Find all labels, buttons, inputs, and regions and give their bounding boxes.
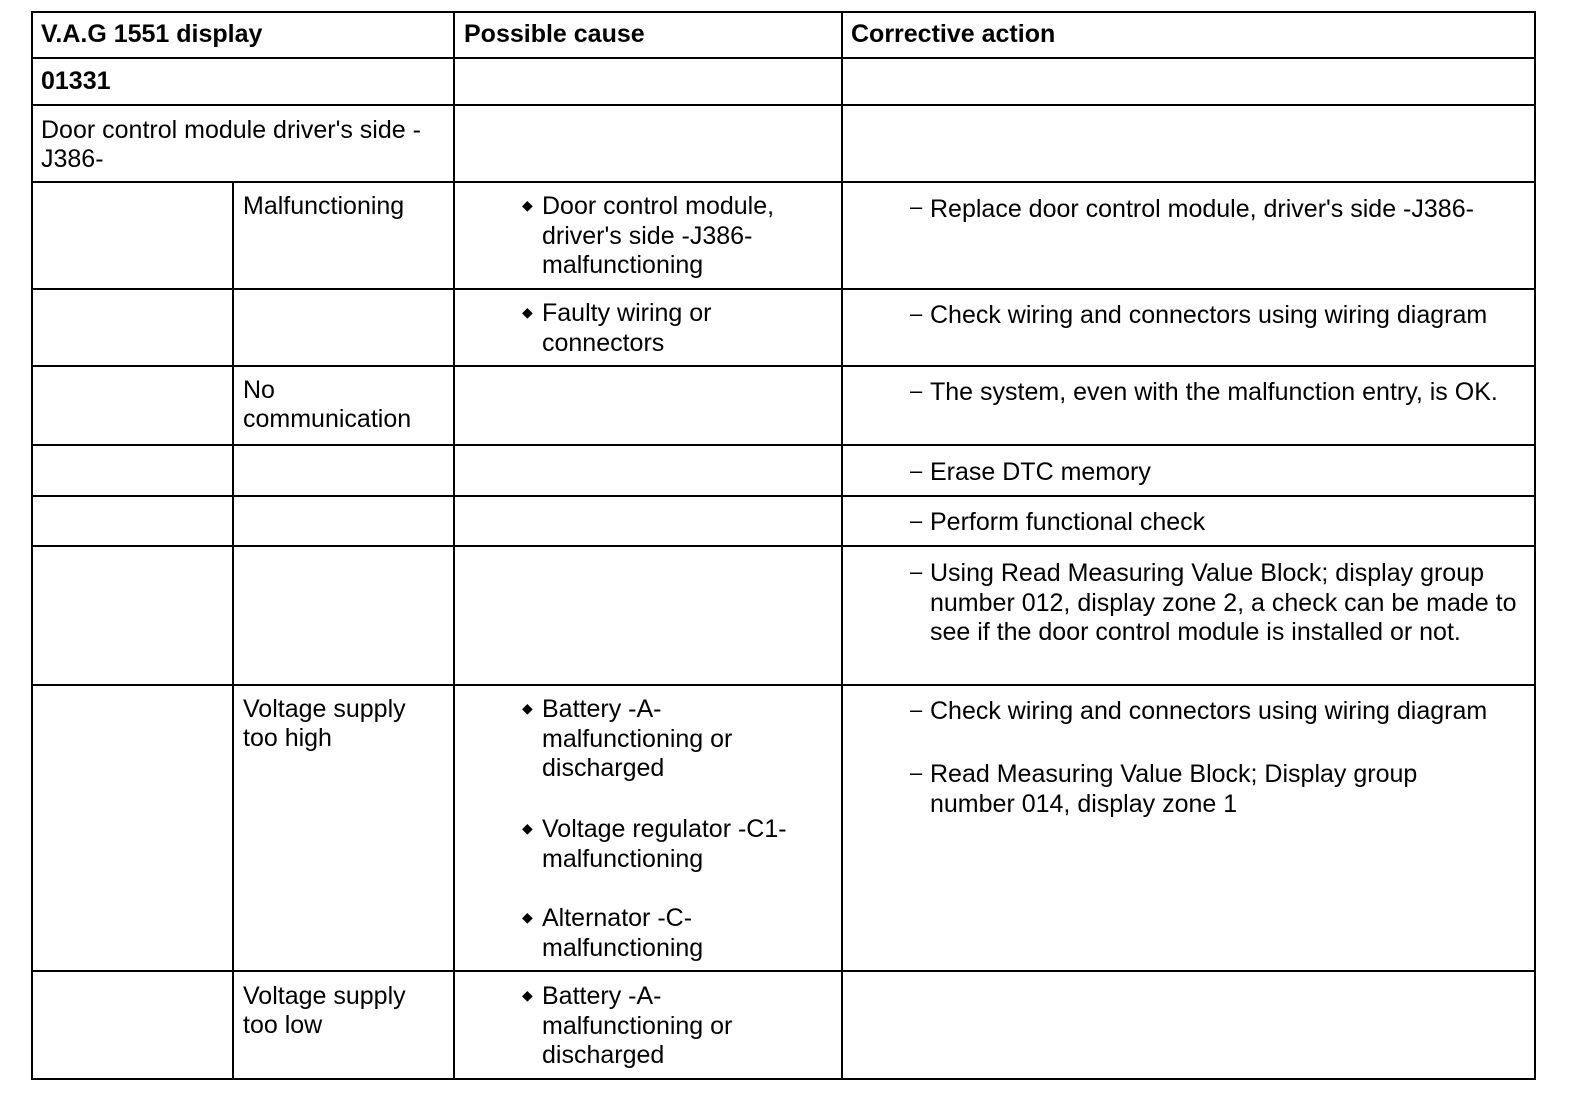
cause-item: Battery -A- malfunctioning or discharged bbox=[542, 982, 733, 1069]
condition-text: Malfunctioning bbox=[243, 192, 405, 220]
action-item: Check wiring and connectors using wiring diagram bbox=[930, 301, 1488, 329]
bullet-icon: ◆ bbox=[522, 820, 533, 836]
cause-item: Voltage regulator -C1- malfunctioning bbox=[542, 815, 787, 873]
action-item: The system, even with the malfunction entry, is OK. bbox=[930, 378, 1498, 406]
condition-text: Voltage supply too low bbox=[243, 982, 406, 1039]
header-cause: Possible cause bbox=[464, 20, 645, 48]
row-divider bbox=[31, 181, 1536, 183]
action-item: Replace door control module, driver's side -J386- bbox=[930, 195, 1474, 223]
row-divider bbox=[31, 444, 1536, 446]
bullet-icon: ◆ bbox=[522, 304, 533, 320]
fault-code: 01331 bbox=[41, 67, 111, 95]
dash-icon: – bbox=[910, 760, 923, 785]
bullet-icon: ◆ bbox=[522, 700, 533, 716]
dash-icon: – bbox=[910, 559, 923, 584]
row-divider bbox=[31, 495, 1536, 497]
dash-icon: – bbox=[910, 378, 923, 403]
dash-icon: – bbox=[910, 194, 923, 219]
row-divider bbox=[31, 365, 1536, 367]
action-item: Erase DTC memory bbox=[930, 458, 1151, 486]
action-item: Check wiring and connectors using wiring diagram bbox=[930, 697, 1488, 725]
row-divider bbox=[31, 970, 1536, 972]
header-display: V.A.G 1551 display bbox=[41, 20, 263, 48]
row-divider bbox=[31, 57, 1536, 59]
cause-item: Faulty wiring or connectors bbox=[542, 299, 712, 357]
dash-icon: – bbox=[910, 301, 923, 326]
header-action: Corrective action bbox=[851, 20, 1056, 48]
dash-icon: – bbox=[910, 458, 923, 483]
row-divider bbox=[31, 288, 1536, 290]
row-divider bbox=[31, 104, 1536, 106]
cause-item: Alternator -C- malfunctioning bbox=[542, 904, 704, 962]
column-divider bbox=[232, 181, 234, 1080]
dash-icon: – bbox=[910, 508, 923, 533]
row-divider bbox=[31, 545, 1536, 547]
condition-text: Voltage supply too high bbox=[243, 695, 406, 752]
cause-item: Battery -A- malfunctioning or discharged bbox=[542, 695, 733, 782]
action-item: Perform functional check bbox=[930, 508, 1206, 536]
action-item: Using Read Measuring Value Block; display group number 012, display zone 2, a check can be made to see if the door control module is installed or not. bbox=[930, 559, 1517, 646]
bullet-icon: ◆ bbox=[522, 197, 533, 213]
column-divider bbox=[841, 11, 843, 1080]
action-item: Read Measuring Value Block; Display group number 014, display zone 1 bbox=[930, 760, 1418, 818]
condition-text: No communication bbox=[243, 376, 412, 433]
component-name: Door control module driver's side -J386- bbox=[41, 116, 421, 173]
column-divider bbox=[453, 11, 455, 1080]
cause-item: Door control module, driver's side -J386- malfunctioning bbox=[542, 192, 775, 279]
bullet-icon: ◆ bbox=[522, 987, 533, 1003]
dash-icon: – bbox=[910, 697, 923, 722]
row-divider bbox=[31, 684, 1536, 686]
bullet-icon: ◆ bbox=[522, 909, 533, 925]
